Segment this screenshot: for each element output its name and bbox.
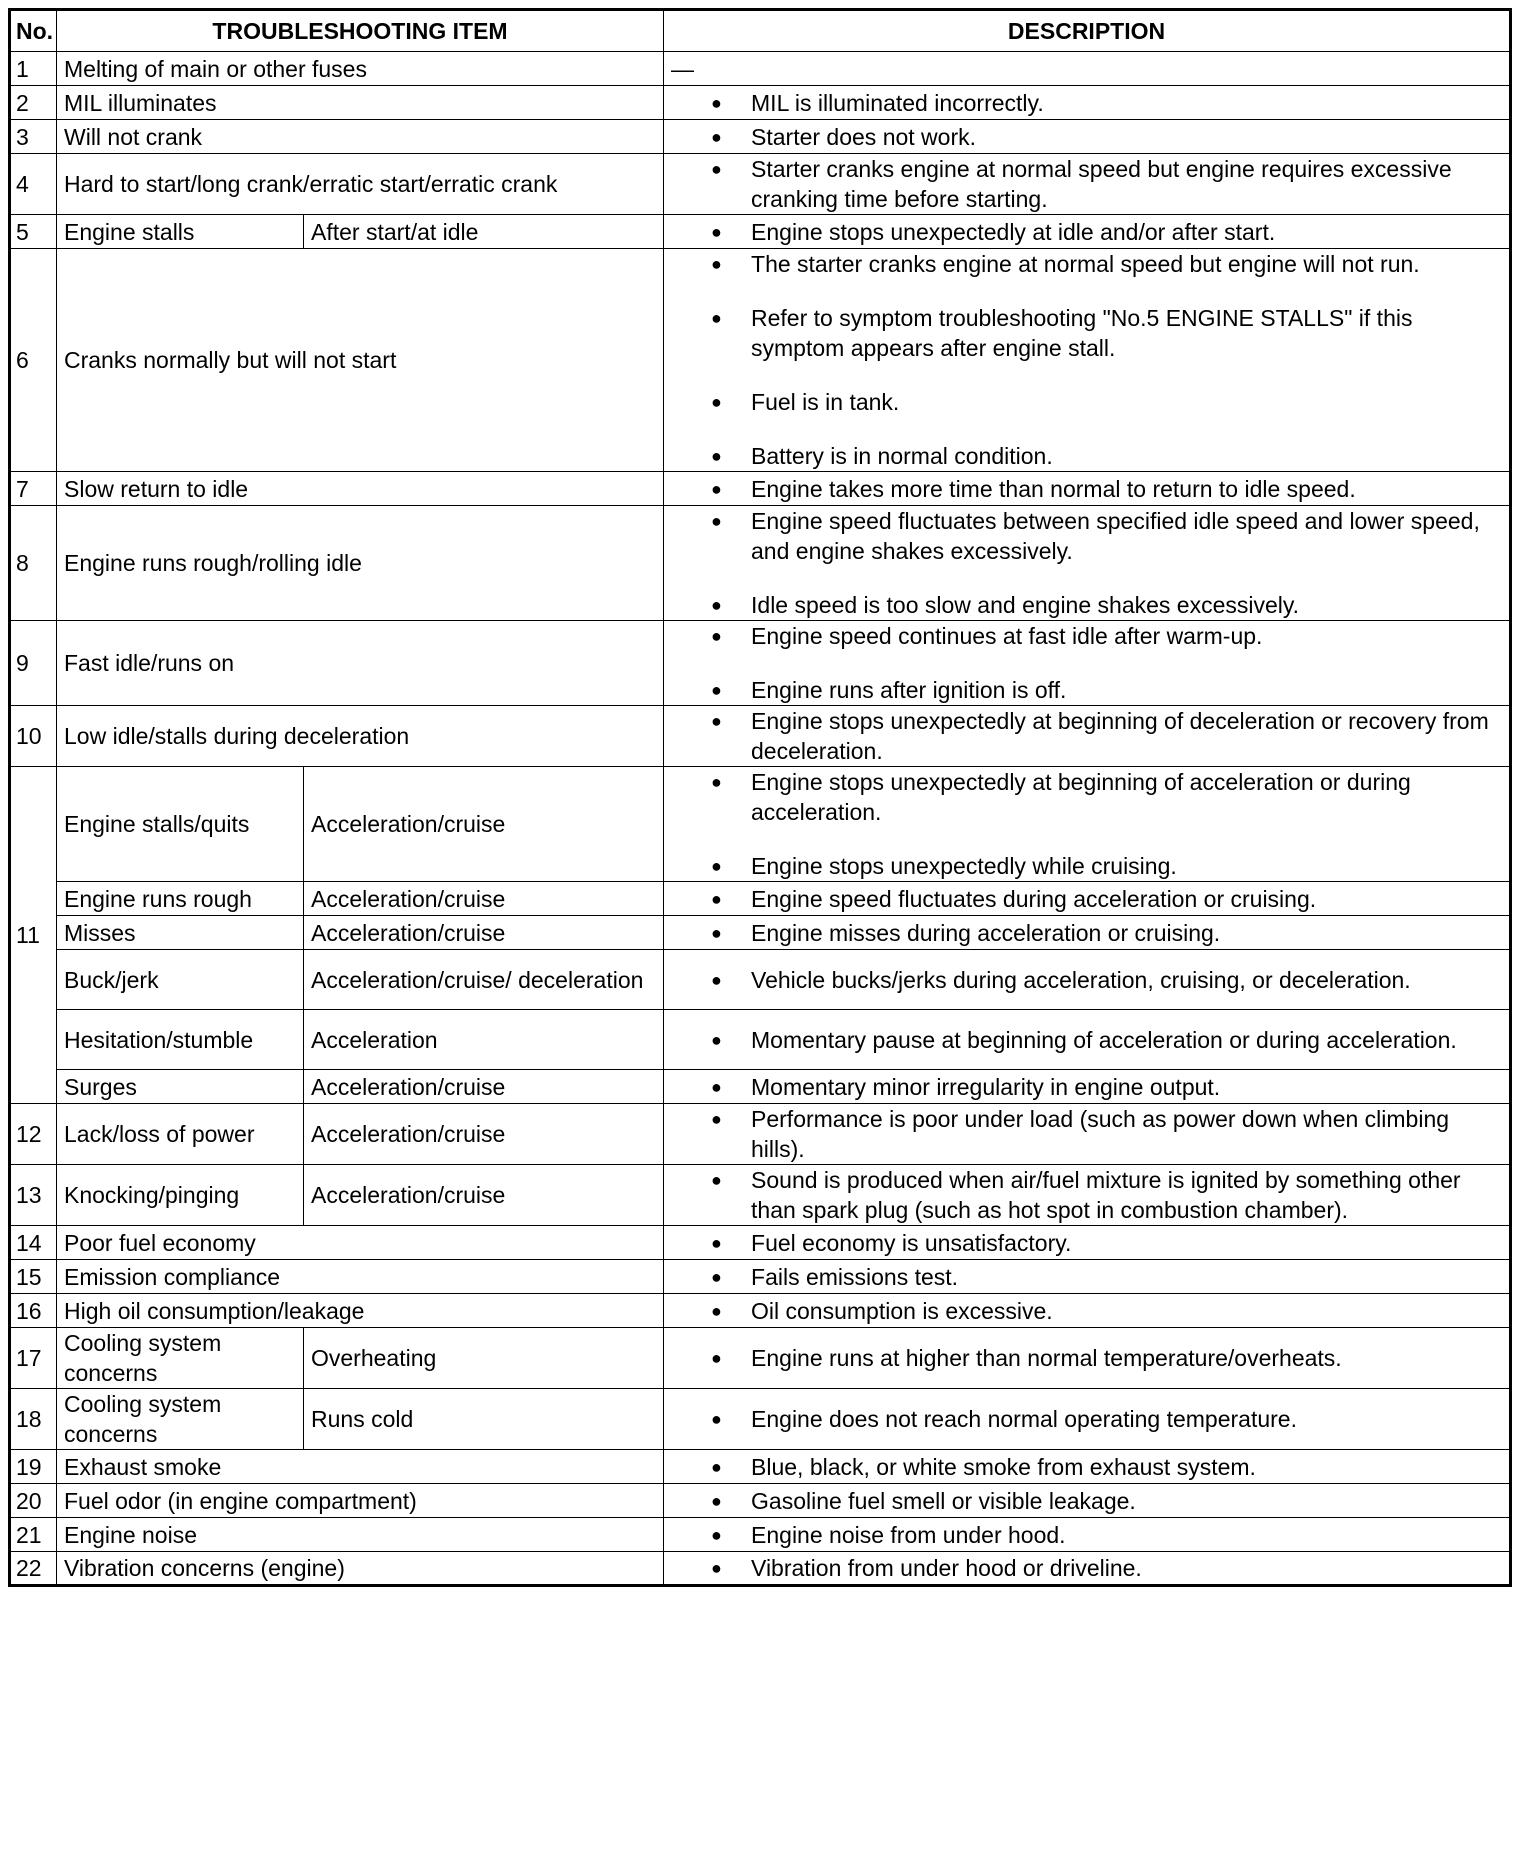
condition-cell: Runs cold <box>304 1389 664 1450</box>
condition-cell: Acceleration/cruise <box>304 1104 664 1165</box>
item-cell: Knocking/pinging <box>57 1165 304 1226</box>
description-cell <box>664 472 1511 506</box>
item-cell: Engine noise <box>57 1518 664 1552</box>
bullet-list <box>671 1553 1502 1583</box>
troubleshooting-table <box>8 8 1512 1587</box>
row-number: 4 <box>10 154 57 215</box>
item-cell: Engine stalls/quits <box>57 767 304 882</box>
item-cell: Melting of main or other fuses <box>57 52 664 86</box>
bullet-list <box>671 1165 1502 1225</box>
description-cell <box>664 1260 1511 1294</box>
bullet-item: ● Engine noise from under hood. <box>671 1520 1502 1550</box>
description-cell <box>664 916 1511 950</box>
bullet-item: ● Blue, black, or white smoke from exhaust system. <box>671 1452 1502 1482</box>
row-number: 15 <box>10 1260 57 1294</box>
bullet-item: ● Engine stops unexpectedly while cruising. <box>671 851 1502 881</box>
condition-cell: Acceleration/cruise <box>304 767 664 882</box>
description-cell <box>664 1226 1511 1260</box>
item-cell: Cranks normally but will not start <box>57 249 664 472</box>
row-number: 19 <box>10 1450 57 1484</box>
bullet-item: ● The starter cranks engine at normal speed but engine will not run. <box>671 249 1502 279</box>
item-cell: Hesitation/stumble <box>57 1010 304 1070</box>
bullet-list <box>671 1404 1502 1434</box>
item-cell: Fuel odor (in engine compartment) <box>57 1484 664 1518</box>
description-cell <box>664 1389 1511 1450</box>
row-number: 17 <box>10 1328 57 1389</box>
row-number: 12 <box>10 1104 57 1165</box>
table-row <box>10 1226 1511 1260</box>
description-cell <box>664 506 1511 621</box>
bullet-item: ● Engine stops unexpectedly at idle and/or after start. <box>671 217 1502 247</box>
bullet-item: ● Engine does not reach normal operating temperature. <box>671 1404 1502 1434</box>
bullet-list <box>671 1296 1502 1326</box>
description-cell <box>664 950 1511 1010</box>
item-cell: Poor fuel economy <box>57 1226 664 1260</box>
condition-cell: Acceleration/cruise/ deceleration <box>304 950 664 1010</box>
table-row <box>10 1070 1511 1104</box>
row-number: 6 <box>10 249 57 472</box>
bullet-item: ● Momentary pause at beginning of acceleration or during acceleration. <box>671 1025 1502 1055</box>
bullet-item: ● Engine takes more time than normal to return to idle speed. <box>671 474 1502 504</box>
description-dash: — <box>664 52 1511 86</box>
table-row <box>10 120 1511 154</box>
bullet-list <box>671 122 1502 152</box>
row-number: 1 <box>10 52 57 86</box>
bullet-item: ● Engine misses during acceleration or cruising. <box>671 918 1502 948</box>
bullet-list <box>671 884 1502 914</box>
table-row <box>10 215 1511 249</box>
item-cell: Exhaust smoke <box>57 1450 664 1484</box>
table-row <box>10 1010 1511 1070</box>
condition-cell: Acceleration <box>304 1010 664 1070</box>
item-cell: Engine stalls <box>57 215 304 249</box>
table-row <box>10 1165 1511 1226</box>
condition-cell: After start/at idle <box>304 215 664 249</box>
description-cell <box>664 215 1511 249</box>
bullet-item: ● Refer to symptom troubleshooting "No.5 ENGINE STALLS" if this symptom appears after engine stall. <box>671 303 1502 363</box>
bullet-item: ● Starter cranks engine at normal speed but engine requires excessive cranking time before starting. <box>671 154 1502 214</box>
table-row <box>10 1552 1511 1586</box>
row-number: 22 <box>10 1552 57 1586</box>
table-body <box>10 52 1511 1586</box>
item-cell: High oil consumption/leakage <box>57 1294 664 1328</box>
description-cell <box>664 706 1511 767</box>
condition-cell: Acceleration/cruise <box>304 1070 664 1104</box>
header-no: No. <box>10 10 57 52</box>
bullet-list <box>671 706 1502 766</box>
bullet-item: ● Gasoline fuel smell or visible leakage. <box>671 1486 1502 1516</box>
table-row <box>10 767 1511 882</box>
bullet-list <box>671 154 1502 214</box>
table-row <box>10 1294 1511 1328</box>
bullet-list <box>671 474 1502 504</box>
bullet-item: ● Starter does not work. <box>671 122 1502 152</box>
description-cell <box>664 1484 1511 1518</box>
item-cell: Low idle/stalls during deceleration <box>57 706 664 767</box>
description-cell <box>664 1104 1511 1165</box>
item-cell: Engine runs rough <box>57 882 304 916</box>
bullet-item: ● MIL is illuminated incorrectly. <box>671 88 1502 118</box>
table-row <box>10 950 1511 1010</box>
table-row <box>10 154 1511 215</box>
row-number: 7 <box>10 472 57 506</box>
row-number: 16 <box>10 1294 57 1328</box>
bullet-item: ● Engine speed continues at fast idle after warm-up. <box>671 621 1502 651</box>
table-row <box>10 86 1511 120</box>
bullet-list <box>671 918 1502 948</box>
row-number: 11 <box>10 767 57 1104</box>
bullet-list <box>671 1520 1502 1550</box>
item-cell: Buck/jerk <box>57 950 304 1010</box>
description-cell <box>664 621 1511 706</box>
bullet-item: ● Fails emissions test. <box>671 1262 1502 1292</box>
item-cell: Misses <box>57 916 304 950</box>
table-row <box>10 506 1511 621</box>
table-row <box>10 1328 1511 1389</box>
table-row <box>10 882 1511 916</box>
description-cell <box>664 86 1511 120</box>
bullet-item: ● Fuel economy is unsatisfactory. <box>671 1228 1502 1258</box>
bullet-item: ● Momentary minor irregularity in engine output. <box>671 1072 1502 1102</box>
bullet-item: ● Sound is produced when air/fuel mixture is ignited by something other than spark plug (such as hot spot in combustion chamber). <box>671 1165 1502 1225</box>
bullet-item: ● Engine runs after ignition is off. <box>671 675 1502 705</box>
description-cell <box>664 1450 1511 1484</box>
row-number: 3 <box>10 120 57 154</box>
table-row <box>10 1484 1511 1518</box>
table-row <box>10 249 1511 472</box>
description-cell <box>664 120 1511 154</box>
bullet-list <box>671 1486 1502 1516</box>
condition-cell: Acceleration/cruise <box>304 916 664 950</box>
row-number: 2 <box>10 86 57 120</box>
item-cell: Vibration concerns (engine) <box>57 1552 664 1586</box>
header-row <box>10 10 1511 52</box>
description-cell <box>664 1552 1511 1586</box>
table-row <box>10 1518 1511 1552</box>
bullet-item: ● Engine speed fluctuates between specified idle speed and lower speed, and engine shakes excessively. <box>671 506 1502 566</box>
bullet-list <box>671 249 1502 471</box>
table-row <box>10 621 1511 706</box>
description-cell <box>664 1070 1511 1104</box>
bullet-item: ● Oil consumption is excessive. <box>671 1296 1502 1326</box>
item-cell: Surges <box>57 1070 304 1104</box>
item-cell: Slow return to idle <box>57 472 664 506</box>
table-row <box>10 472 1511 506</box>
bullet-item: ● Battery is in normal condition. <box>671 441 1502 471</box>
row-number: 13 <box>10 1165 57 1226</box>
item-cell: MIL illuminates <box>57 86 664 120</box>
bullet-list <box>671 1072 1502 1102</box>
description-cell <box>664 1518 1511 1552</box>
bullet-item: ● Idle speed is too slow and engine shakes excessively. <box>671 590 1502 620</box>
bullet-list <box>671 1228 1502 1258</box>
bullet-item: ● Fuel is in tank. <box>671 387 1502 417</box>
bullet-list <box>671 1452 1502 1482</box>
bullet-item: ● Vehicle bucks/jerks during acceleration, cruising, or deceleration. <box>671 965 1502 995</box>
table-row <box>10 52 1511 86</box>
bullet-list <box>671 1104 1502 1164</box>
table-row <box>10 1389 1511 1450</box>
bullet-list <box>671 88 1502 118</box>
description-cell <box>664 882 1511 916</box>
item-cell: Engine runs rough/rolling idle <box>57 506 664 621</box>
row-number: 8 <box>10 506 57 621</box>
bullet-list <box>671 217 1502 247</box>
item-cell: Cooling system concerns <box>57 1389 304 1450</box>
bullet-item: ● Engine runs at higher than normal temperature/overheats. <box>671 1343 1502 1373</box>
item-cell: Lack/loss of power <box>57 1104 304 1165</box>
description-cell <box>664 1294 1511 1328</box>
item-cell: Hard to start/long crank/erratic start/erratic crank <box>57 154 664 215</box>
item-cell: Cooling system concerns <box>57 1328 304 1389</box>
header-description: DESCRIPTION <box>664 10 1511 52</box>
bullet-item: ● Engine stops unexpectedly at beginning of deceleration or recovery from deceleration. <box>671 706 1502 766</box>
row-number: 21 <box>10 1518 57 1552</box>
description-cell <box>664 1165 1511 1226</box>
bullet-item: ● Engine speed fluctuates during acceleration or cruising. <box>671 884 1502 914</box>
bullet-item: ● Vibration from under hood or driveline. <box>671 1553 1502 1583</box>
bullet-list <box>671 621 1502 705</box>
bullet-list <box>671 965 1502 995</box>
bullet-item: ● Engine stops unexpectedly at beginning of acceleration or during acceleration. <box>671 767 1502 827</box>
bullet-list <box>671 767 1502 881</box>
row-number: 9 <box>10 621 57 706</box>
description-cell <box>664 249 1511 472</box>
description-cell <box>664 1328 1511 1389</box>
table-row <box>10 916 1511 950</box>
row-number: 10 <box>10 706 57 767</box>
description-cell <box>664 1010 1511 1070</box>
row-number: 5 <box>10 215 57 249</box>
document-page <box>8 8 1512 1587</box>
item-cell: Emission compliance <box>57 1260 664 1294</box>
table-row <box>10 1104 1511 1165</box>
bullet-list <box>671 506 1502 620</box>
row-number: 14 <box>10 1226 57 1260</box>
condition-cell: Acceleration/cruise <box>304 1165 664 1226</box>
condition-cell: Overheating <box>304 1328 664 1389</box>
condition-cell: Acceleration/cruise <box>304 882 664 916</box>
item-cell: Will not crank <box>57 120 664 154</box>
header-troubleshooting-item: TROUBLESHOOTING ITEM <box>57 10 664 52</box>
description-cell <box>664 154 1511 215</box>
description-cell <box>664 767 1511 882</box>
bullet-list <box>671 1262 1502 1292</box>
bullet-list <box>671 1343 1502 1373</box>
bullet-item: ● Performance is poor under load (such as power down when climbing hills). <box>671 1104 1502 1164</box>
table-row <box>10 1260 1511 1294</box>
bullet-list <box>671 1025 1502 1055</box>
item-cell: Fast idle/runs on <box>57 621 664 706</box>
row-number: 20 <box>10 1484 57 1518</box>
table-row <box>10 1450 1511 1484</box>
table-row <box>10 706 1511 767</box>
row-number: 18 <box>10 1389 57 1450</box>
